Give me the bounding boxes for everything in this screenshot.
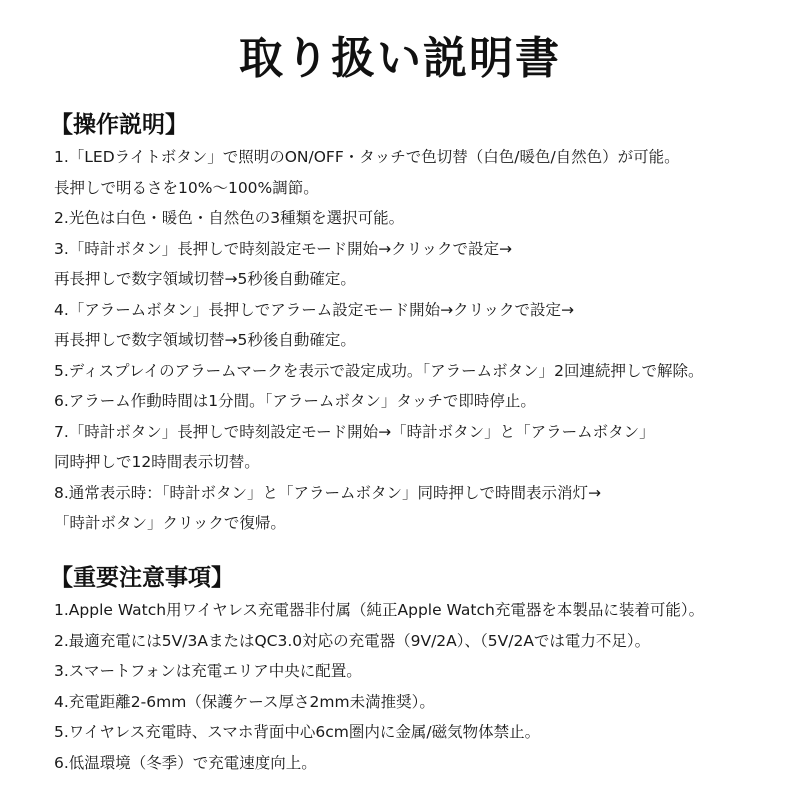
important-notes (54, 595, 794, 778)
operation-line-6: 4.「アラームボタン」長押しでアラーム設定モード開始→クリックで設定→ (54, 300, 575, 319)
operation-line-13: 「時計ボタン」クリックで復帰。 (54, 514, 286, 532)
note-line-3: 3.スマートフォンは充電エリア中央に配置。 (54, 662, 362, 680)
notes-heading: 【重要注意事項】 (50, 565, 234, 591)
operation-heading: 【操作説明】 (50, 112, 188, 138)
page-title: 取り扱い説明書 (239, 33, 561, 84)
operation-line-10: 7.「時計ボタン」長押しで時刻設定モード開始→「時計ボタン」と「アラームボタン」 (54, 422, 655, 441)
note-line-4: 4.充電距離2-6mm（保護ケース厚さ2mm未満推奨）。 (54, 692, 435, 711)
operation-line-2: 長押しで明るさを10%～100%調節。 (54, 178, 319, 197)
note-line-1: 1.Apple Watch用ワイヤレス充電器非付属（純正Apple Watch充電器を本製品に装着可能）。 (54, 601, 705, 619)
operation-line-12: 8.通常表示時：「時計ボタン」と「アラームボタン」同時押しで時間表示消灯→ (54, 483, 602, 502)
operation-line-4: 3.「時計ボタン」長押しで時刻設定モード開始→クリックで設定→ (54, 239, 513, 258)
operation-instructions (54, 142, 794, 539)
operation-line-8: 5.ディスプレイのアラームマークを表示で設定成功。「アラームボタン」2回連続押しで解除。 (54, 361, 704, 380)
note-line-6: 6.低温環境（冬季）で充電速度向上。 (54, 753, 317, 772)
operation-line-3: 2.光色は白色・暖色・自然色の3種類を選択可能。 (54, 209, 405, 227)
note-line-5: 5.ワイヤレス充電時、スマホ背面中心6cm圏内に金属/磁気物体禁止。 (54, 723, 541, 741)
operation-line-11: 同時押しで12時間表示切替。 (54, 453, 260, 471)
operation-line-1: 1.「LEDライトボタン」で照明のON/OFF・タッチで色切替（白色/暖色/自然色）が可能。 (54, 148, 680, 166)
note-line-2: 2.最適充電には5V/3AまたはQC3.0対応の充電器（9V/2A）、（5V/2Aでは電力不足）。 (54, 631, 651, 650)
operation-line-7: 再長押しで数字領域切替→5秒後自動確定。 (54, 331, 356, 349)
operation-line-5: 再長押しで数字領域切替→5秒後自動確定。 (54, 270, 356, 288)
operation-line-9: 6.アラーム作動時間は1分間。「アラームボタン」タッチで即時停止。 (54, 392, 536, 410)
